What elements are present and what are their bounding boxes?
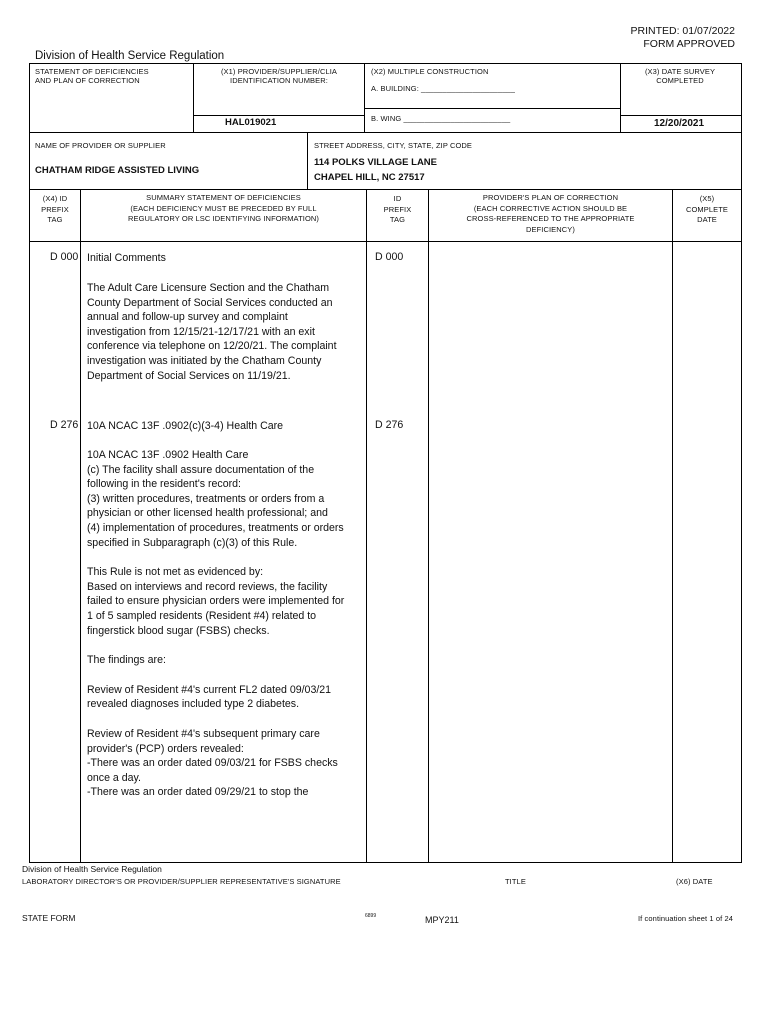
street-line2: CHAPEL HILL, NC 27517	[314, 172, 425, 183]
wing-label: B. WING _________________________	[371, 114, 511, 123]
provider-name-label: NAME OF PROVIDER OR SUPPLIER	[35, 141, 166, 150]
provider-id: HAL019021	[225, 117, 277, 128]
x2-label: (X2) MULTIPLE CONSTRUCTION	[371, 67, 489, 76]
street-label: STREET ADDRESS, CITY, STATE, ZIP CODE	[314, 141, 473, 150]
entry-title: 10A NCAC 13F .0902(c)(3-4) Health Care	[87, 420, 284, 432]
survey-date: 12/20/2021	[654, 118, 705, 129]
x1-label: (X1) PROVIDER/SUPPLIER/CLIA IDENTIFICATION NUMBER:	[220, 67, 338, 85]
entry-body	[87, 448, 349, 860]
entry-paragraph: The Adult Care Licensure Section and the Chatham County Department of Social Services conducted an annual and follow-up survey and complaint investigation from 12/15/21-12/17/21 with an exit conference via telephone on 12/20/21. The complaint investigation was initiated by the Chatham County Department of Social Services on 11/19/21.	[87, 282, 337, 382]
state-form-label: STATE FORM	[22, 913, 76, 923]
form-approved: FORM APPROVED	[643, 38, 735, 50]
division-title: Division of Health Service Regulation	[35, 50, 225, 62]
x3-label: (X3) DATE SURVEY COMPLETED	[644, 67, 716, 85]
continuation-sheet: If continuation sheet 1 of 24	[638, 914, 734, 923]
summary-header: SUMMARY STATEMENT OF DEFICIENCIES (EACH DEFICIENCY MUST BE PRECEDED BY FULL REGULATORY OR LSC IDENTIFYING INFORMATION)	[127, 193, 320, 223]
title-label: TITLE	[505, 877, 526, 886]
signature-label: LABORATORY DIRECTOR'S OR PROVIDER/SUPPLIER REPRESENTATIVE'S SIGNATURE	[22, 877, 341, 886]
x4-header: (X4) ID PREFIX TAG	[41, 194, 69, 224]
entry-paragraph: 10A NCAC 13F .0902 Health Care (c) The facility shall assure documentation of the following in the resident's record: (3) written procedures, treatments or orders from a physician or other licensed health professional; and (4) implementation of procedures, treatments or orders specified in Subparagraph (c)(3) of this Rule.	[87, 449, 344, 549]
form-code: 6899	[365, 913, 377, 919]
statement-label: STATEMENT OF DEFICIENCIES AND PLAN OF CORRECTION	[35, 67, 149, 85]
printed-date: PRINTED: 01/07/2022	[630, 25, 735, 37]
entry-paragraph: Review of Resident #4's subsequent primary care provider's (PCP) orders revealed: -There was an order dated 09/03/21 for FSBS checks once a day. -There was an order dated 09/29/21 to stop the	[87, 727, 338, 799]
x5-header: (X5) COMPLETE DATE	[685, 194, 729, 224]
entry-tag: D 000	[50, 251, 79, 263]
provider-name: CHATHAM RIDGE ASSISTED LIVING	[35, 165, 200, 176]
entry-paragraph: The findings are:	[87, 654, 166, 667]
street-line1: 114 POLKS VILLAGE LANE	[314, 157, 437, 168]
plan-header: PROVIDER'S PLAN OF CORRECTION (EACH CORRECTIVE ACTION SHOULD BE CROSS-REFERENCED TO THE APPROPRIATE DEFICIENCY)	[466, 193, 635, 234]
form-id: MPY211	[425, 915, 459, 925]
entry-paragraph: This Rule is not met as evidenced by: Based on interviews and record reviews, the facility failed to ensure physician orders were implemented for 1 of 5 sampled residents (Resident #4) related to fingerstick blood sugar (FSBS) checks.	[87, 566, 345, 637]
building-label: A. BUILDING: ______________________	[371, 84, 516, 93]
entry-tag: D 276	[50, 419, 79, 431]
footer-division: Division of Health Service Regulation	[22, 864, 162, 874]
entry-id-tag: D 000	[375, 251, 404, 263]
entry-paragraph: Review of Resident #4's current FL2 dated 09/03/21 revealed diagnoses included type 2 diabetes.	[87, 683, 332, 711]
entry-title: Initial Comments	[87, 252, 166, 264]
date-label: (X6) DATE	[676, 877, 713, 886]
entry-body	[87, 281, 349, 398]
entry-id-tag: D 276	[375, 419, 404, 431]
id-header: ID PREFIX TAG	[383, 194, 412, 224]
